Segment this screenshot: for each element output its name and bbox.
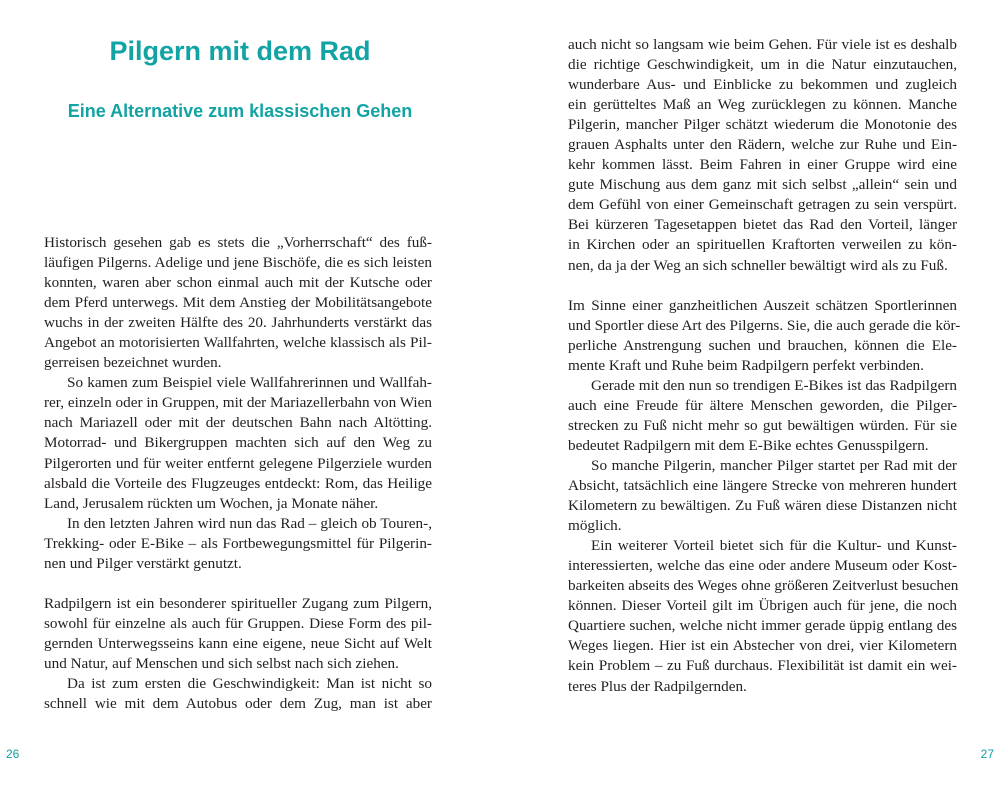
- chapter-title: Pilgern mit dem Rad: [109, 36, 371, 66]
- text-line: Ein weiterer Vorteil bietet sich für die Kultur- und Kunst-: [591, 537, 957, 555]
- text-line: Pilgerorten und für weiter entfernt gelegene Pilgerziele wurden: [44, 454, 432, 472]
- text-line: auch nicht so langsam wie beim Gehen. Für viele ist es deshalb: [568, 36, 957, 53]
- text-line: dem Pferd unterwegs. Mit dem Anstieg der Mobilitätsangebote: [44, 294, 432, 312]
- page-number-right: 27: [980, 747, 994, 761]
- text-line: interessierten, welche das eine oder andere Museum oder Kost-: [568, 557, 957, 575]
- text-line: bedeutet Radpilgern mit dem E-Bike echtes Genusspilgern.: [568, 436, 929, 454]
- text-line: kehr kommen lässt. Beim Fahren in einer Gruppe wird eine: [568, 156, 957, 174]
- text-line: Da ist zum ersten die Geschwindigkeit: Man ist nicht so: [67, 675, 432, 693]
- text-line: barkeiten abseits des Weges ohne größeren Zeitverlust besuchen: [568, 577, 959, 595]
- text-line: So manche Pilgerin, mancher Pilger startet per Rad mit der: [591, 456, 957, 474]
- text-line: Radpilgern ist ein besonderer spiritueller Zugang zum Pilgern,: [44, 594, 432, 612]
- text-line: kein Problem – zu Fuß durchaus. Flexibilität ist damit ein wei-: [568, 657, 957, 675]
- text-line: können. Dieser Vorteil gilt im Übrigen auch für jene, die noch: [568, 597, 957, 615]
- text-line: dem Gefühl von einer Gemeinschaft getragen zu sein verspürt.: [568, 196, 957, 214]
- text-line: gute Mischung aus dem ganz mit sich selbst „allein“ sein und: [568, 176, 957, 194]
- text-line: Im Sinne einer ganzheitlichen Auszeit schätzen Sportlerinnen: [568, 296, 957, 314]
- text-line: wuchs in der zweiten Hälfte des 20. Jahrhunderts verstärkt das: [44, 314, 432, 332]
- text-line: nen, da ja der Weg an sich schneller bewältigt wird als zu Fuß.: [568, 256, 948, 274]
- text-line: die richtige Geschwindigkeit, um in die Natur einzutauchen,: [568, 56, 957, 74]
- text-line: Angebot an motorisierten Wallfahrten, welche klassisch als Pil-: [44, 334, 432, 352]
- text-line: rer, einzeln oder in Gruppen, mit der Mariazellerbahn von Wien: [44, 394, 432, 412]
- text-line: Land, Jerusalem rückten um Wochen, ja Monate näher.: [44, 494, 379, 512]
- text-line: ein gerütteltes Maß an Weg zurücklegen zu können. Manche: [568, 96, 957, 114]
- paragraph-gap: [44, 574, 432, 594]
- text-line: nen und Pilger verstärkt genutzt.: [44, 554, 242, 572]
- text-line: auch eine Freude für ältere Menschen geworden, die Pilger-: [568, 396, 957, 414]
- text-line: Quartiere suchen, welche nicht immer gerade üppig entlang des: [568, 617, 957, 635]
- page-number-left: 26: [6, 747, 20, 761]
- text-line: wunderbare Aus- und Einblicke zu bekommen und zugleich: [568, 76, 957, 94]
- text-line: So kamen zum Beispiel viele Wallfahrerinnen und Wallfah-: [67, 374, 432, 392]
- text-line: Motorrad- und Bikergruppen machten sich auf den Weg zu: [44, 434, 432, 452]
- text-line: mente Kraft und Ruhe beim Radpilgern perfekt verbinden.: [568, 356, 924, 374]
- right-body-text: [568, 35, 961, 697]
- text-line: und Sportler diese Art des Pilgerns. Sie, die auch gerade die kör-: [568, 316, 961, 334]
- text-line: schnell wie mit dem Autobus oder dem Zug, man ist aber: [44, 695, 432, 713]
- text-line: Pilgerin, mancher Pilger schätzt wiederum die Monotonie des: [568, 116, 957, 134]
- text-line: gernden Unterwegsseins kann eine eigene, neue Sicht auf Welt: [44, 634, 432, 652]
- text-line: Weges liegen. Hier ist ein Abstecher von drei, vier Kilometern: [568, 637, 957, 655]
- text-line: Kilometern zu bewältigen. Zu Fuß wären diese Distanzen nicht: [568, 497, 957, 515]
- text-line: Gerade mit den nun so trendigen E-Bikes ist das Radpilgern: [591, 376, 957, 394]
- text-line: Absicht, tatsächlich eine längere Strecke von mehreren hundert: [568, 477, 957, 495]
- text-line: in Kirchen oder an spirituellen Kraftorten verweilen zu kön-: [568, 236, 957, 254]
- left-body-text: [44, 233, 432, 714]
- right-page: [500, 0, 1000, 800]
- text-line: möglich.: [568, 517, 622, 535]
- text-line: alsbald die Vorteile des Flugzeuges entdeckt: Rom, das Heilige: [44, 474, 432, 492]
- text-line: Trekking- oder E-Bike – als Fortbewegungsmittel für Pilgerin-: [44, 534, 432, 552]
- text-line: strecken zu Fuß nicht mehr so gut bewältigen würden. Für sie: [568, 416, 957, 434]
- text-line: teres Plus der Radpilgernden.: [568, 677, 747, 695]
- text-line: Historisch gesehen gab es stets die „Vorherrschaft“ des fuß-: [44, 234, 432, 251]
- text-line: perliche Anstrengung suchen und brauchen, können die Ele-: [568, 336, 957, 354]
- text-line: konnten, waren aber schon einmal auch mit der Kutsche oder: [44, 274, 432, 292]
- text-line: sowohl für einzelne als auch für Gruppen. Diese Form des pil-: [44, 614, 432, 632]
- text-line: Bei kürzeren Tagesetappen bietet das Rad den Vorteil, länger: [568, 216, 957, 234]
- text-line: In den letzten Jahren wird nun das Rad – gleich ob Touren-,: [67, 514, 432, 532]
- text-line: grauen Asphalts unter den Rädern, welche zur Ruhe und Ein-: [568, 136, 957, 154]
- text-line: nach Mariazell oder mit der deutschen Bahn nach Altötting.: [44, 414, 432, 432]
- chapter-subtitle: Eine Alternative zum klassischen Gehen: [67, 101, 413, 121]
- paragraph-gap: [568, 276, 957, 296]
- text-line: und Natur, auf Menschen und sich selbst nach sich ziehen.: [44, 654, 399, 672]
- text-line: gerreisen bezeichnet wurden.: [44, 354, 222, 372]
- text-line: läufigen Pilgerns. Adelige und jene Bischöfe, die es sich leisten: [44, 254, 432, 272]
